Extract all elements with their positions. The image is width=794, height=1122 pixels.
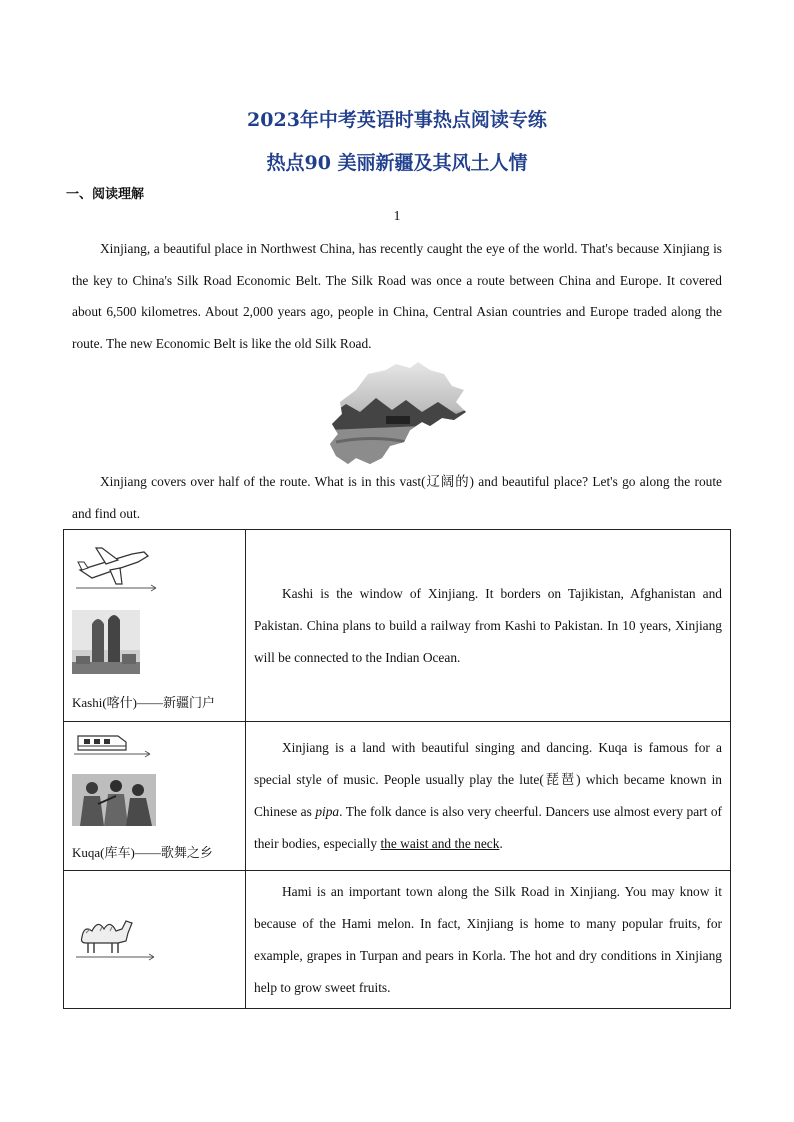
kashi-towers-photo: [72, 610, 140, 674]
table-cell-image: [64, 530, 246, 722]
kuqa-text: [254, 732, 722, 860]
kashi-text: Kashi is the window of Xinjiang. It borders on Tajikistan, Afghanistan and Pakistan. China plans to build a railway from Kashi to Pakistan. In 10 years, Xinjiang will be connected to the Indian Ocean.: [254, 585, 722, 665]
train-icon: [72, 728, 154, 760]
pipa-italic: pipa: [315, 804, 340, 819]
table-row: [64, 871, 731, 1009]
table-cell-image: [64, 722, 246, 871]
passage-number: 1: [393, 209, 401, 224]
paragraph-1: Xinjiang, a beautiful place in Northwest China, has recently caught the eye of the world. That's because Xinjiang is the key to China's Silk Road Economic Belt. The Silk Road was once a route between China and Europe. It covered about 6,500 kilometres. About 2,000 years ago, people in China, Central Asian countries and Europe traded along the route. The new Economic Belt is like the old Silk Road.: [72, 241, 722, 351]
document-subtitle: 热点90 美丽新疆及其风土人情: [266, 152, 528, 174]
paragraph-2: Xinjiang covers over half of the route. What is in this vast(辽阔的) and beautiful place? Let's go along the route and find out.: [72, 474, 722, 521]
underlined-phrase: the waist and the neck: [380, 836, 500, 851]
table-row: [64, 530, 731, 722]
route-table: [63, 529, 731, 1009]
kuqa-text-part: Xinjiang is a land with beautiful singing and dancing. Kuqa is famous for a special style of music. People usually play the lute(琵琶) which became known in Chinese as: [254, 740, 722, 819]
table-row: [64, 722, 731, 871]
table-cell-image: [64, 871, 246, 1009]
table-cell-text: [246, 871, 731, 1009]
table-cell-text: [246, 530, 731, 722]
airplane-icon: [72, 540, 162, 594]
kuqa-caption: Kuqa(库车)——歌舞之乡: [72, 845, 213, 860]
kashi-caption: Kashi(喀什)——新疆门户: [72, 695, 215, 710]
kuqa-text-end: .: [499, 836, 503, 851]
camel-icon: [74, 911, 158, 963]
kuqa-dancers-photo: [72, 774, 156, 826]
hami-text: Hami is an important town along the Silk Road in Xinjiang. You may know it because of the Hami melon. In fact, Xinjiang is home to many popular fruits, for example, grapes in Turpan and pears in Korla. The hot and dry conditions in Xinjiang help to grow sweet fruits.: [254, 883, 722, 995]
kuqa-text-part: . The folk dance is also very cheerful. Dancers use almost every part of their bodies, especially: [254, 804, 722, 851]
document-title: 2023年中考英语时事热点阅读专练: [247, 109, 547, 131]
section-heading: 一、阅读理解: [66, 187, 145, 202]
table-cell-text: [246, 722, 731, 871]
xinjiang-map-image: [326, 360, 470, 470]
